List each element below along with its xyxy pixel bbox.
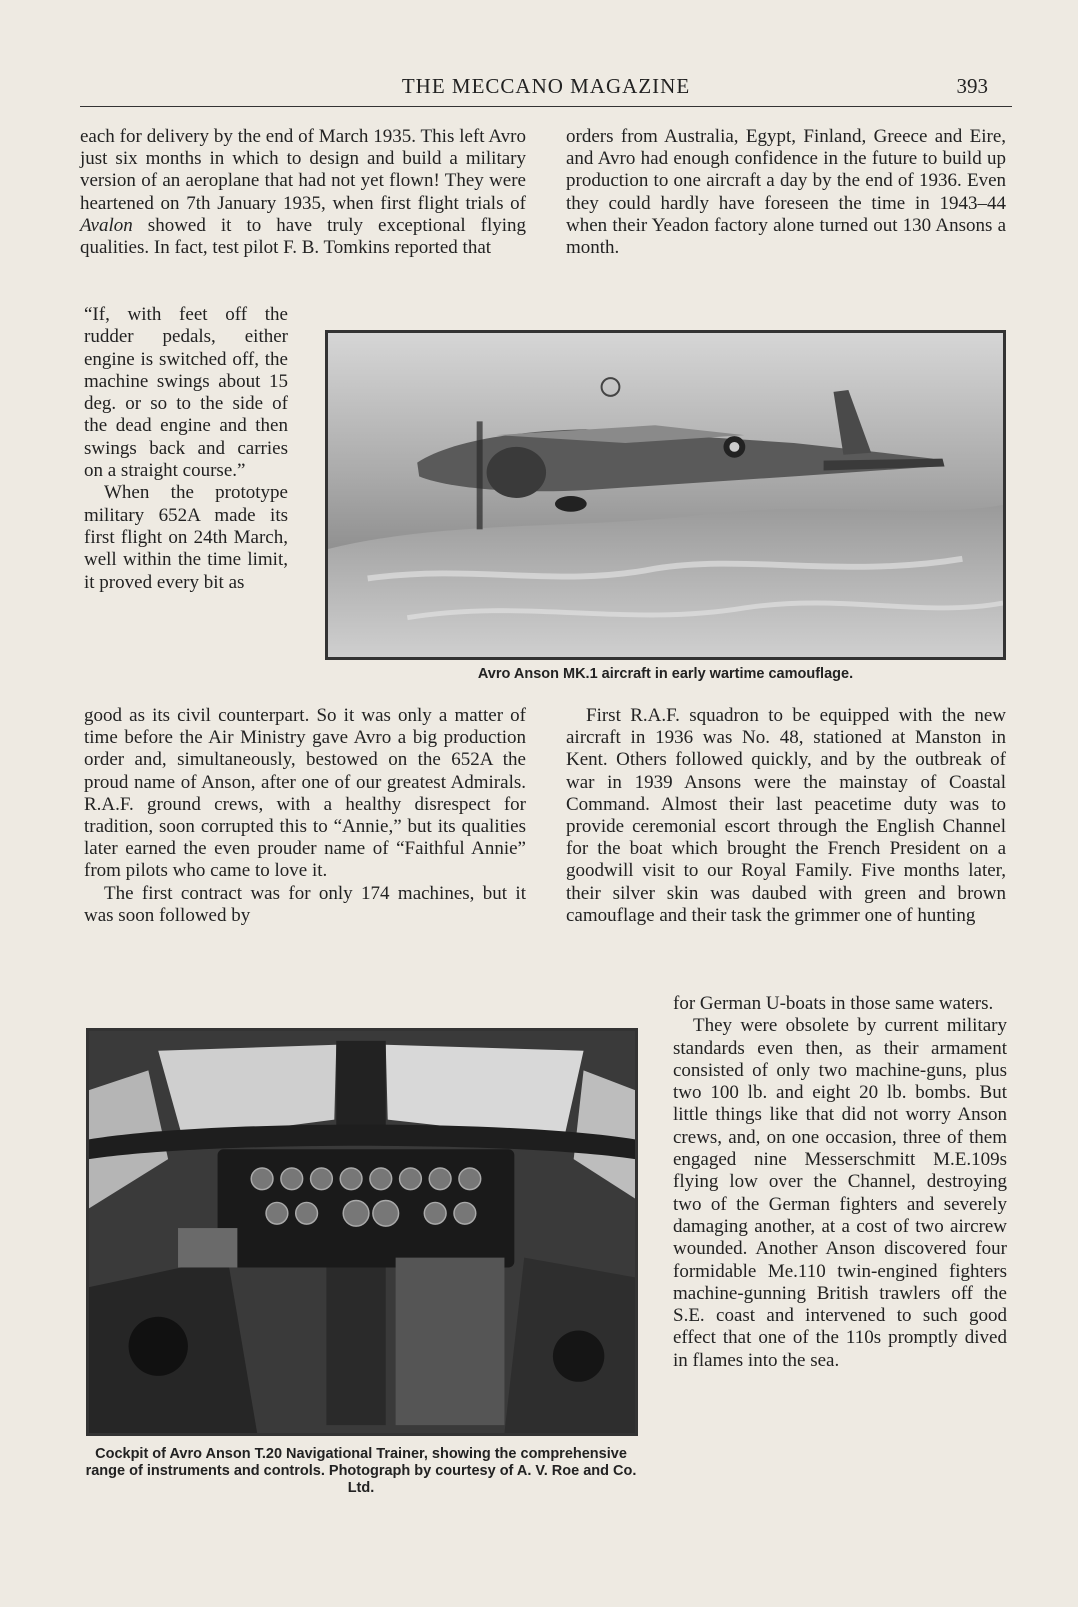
uboat-paragraph: for German U-boats in those same waters. [673, 993, 994, 1014]
anson-name-paragraph: good as its civil counterpart. So it was only a matter of time before the Air Ministry gave Avro a big production order and, simultaneously, bestowed on the 652A the proud name of Anson, after one of our greatest Admirals. R.A.F. ground crews, with a healthy disrespect for tradition, soon corrupted this to “Annie,” but its qualities later earned the even prouder name of “Faithful Annie” from pilots who came to love it. [84, 705, 526, 882]
column-1-narrow [84, 304, 288, 594]
italic-avalon: Avalon [80, 214, 133, 236]
page-header [80, 74, 1012, 107]
quote-paragraph: “If, with feet off the rudder pedals, either engine is switched off, the machine swings about 15 deg. or so to the side of the dead engine and then swings back and carries on a straight course.” [84, 304, 288, 482]
column-2-narrow [673, 993, 1007, 1372]
paragraph-text: each for delivery by the end of March 1935. This left Avro just six months in which to design and build a military version of an aeroplane that had not yet flown! They were heartened on 7th January 1935, when first flight trials of [80, 126, 526, 214]
cockpit-photo-icon [89, 1031, 635, 1433]
aircraft-photo-caption: Avro Anson MK.1 aircraft in early wartime camouflage. [477, 666, 854, 682]
column-2-middle [566, 705, 1006, 927]
armament-paragraph: They were obsolete by current military standards even then, as their armament consisted of only two machine-guns, plus two 100 lb. and eight 20 lb. bombs. But little things like that did not worry Anson crews, and, on one occasion, three of them engaged nine Messerschmitt M.E.109s flying low over the Channel, destroying two of the German fighters and severely damaging another, at a cost of two aircrew wounded. Another Anson discovered four formidable Me.110 twin-engined fighters machine-gunning British trawlers off the S.E. coast and intervened to such good effect that one of the 110s promptly dived in flames into the sea. [673, 1015, 1007, 1371]
aircraft-photo-icon [328, 333, 1003, 657]
aircraft-photo [325, 330, 1006, 660]
column-1-top [80, 126, 526, 259]
page-number: 393 [956, 74, 988, 98]
paragraph-text-end: showed it to have truly exceptional flying qualities. In fact, test pilot F. B. Tomkins reported that [80, 214, 526, 259]
cockpit-photo-caption: Cockpit of Avro Anson T.20 Navigational Trainer, showing the comprehensive range of instruments and controls. Photograph by courtesy of A. V. Roe and Co. Ltd. [85, 1446, 637, 1496]
contract-paragraph: The first contract was for only 174 machines, but it was soon followed by [84, 882, 526, 926]
squadron-paragraph: First R.A.F. squadron to be equipped with the new aircraft in 1936 was No. 48, stationed at Manston in Kent. Others followed quickly, and by the outbreak of war in 1939 Ansons were the mainstay of Coastal Command. Almost their last peacetime duty was to provide ceremonial escort through the English Channel for the boat which brought the French President on a goodwill visit to our Royal Family. Five months later, their silver skin was daubed with green and brown camouflage and their task the grimmer one of hunting [566, 705, 1006, 926]
cockpit-photo [86, 1028, 638, 1436]
magazine-title: THE MECCANO MAGAZINE [401, 74, 691, 98]
column-2-top [566, 126, 1006, 259]
column-1-middle [84, 705, 526, 927]
orders-paragraph: orders from Australia, Egypt, Finland, Greece and Eire, and Avro had enough confidence in the future to build up production to one aircraft a day by the end of 1936. Even they could hardly have foreseen the time in 1943–44 when their Yeadon factory alone turned out 130 Ansons a month. [566, 126, 1006, 259]
prototype-paragraph: When the prototype military 652A made its first flight on 24th March, well within the time limit, it proved every bit as [84, 482, 288, 593]
